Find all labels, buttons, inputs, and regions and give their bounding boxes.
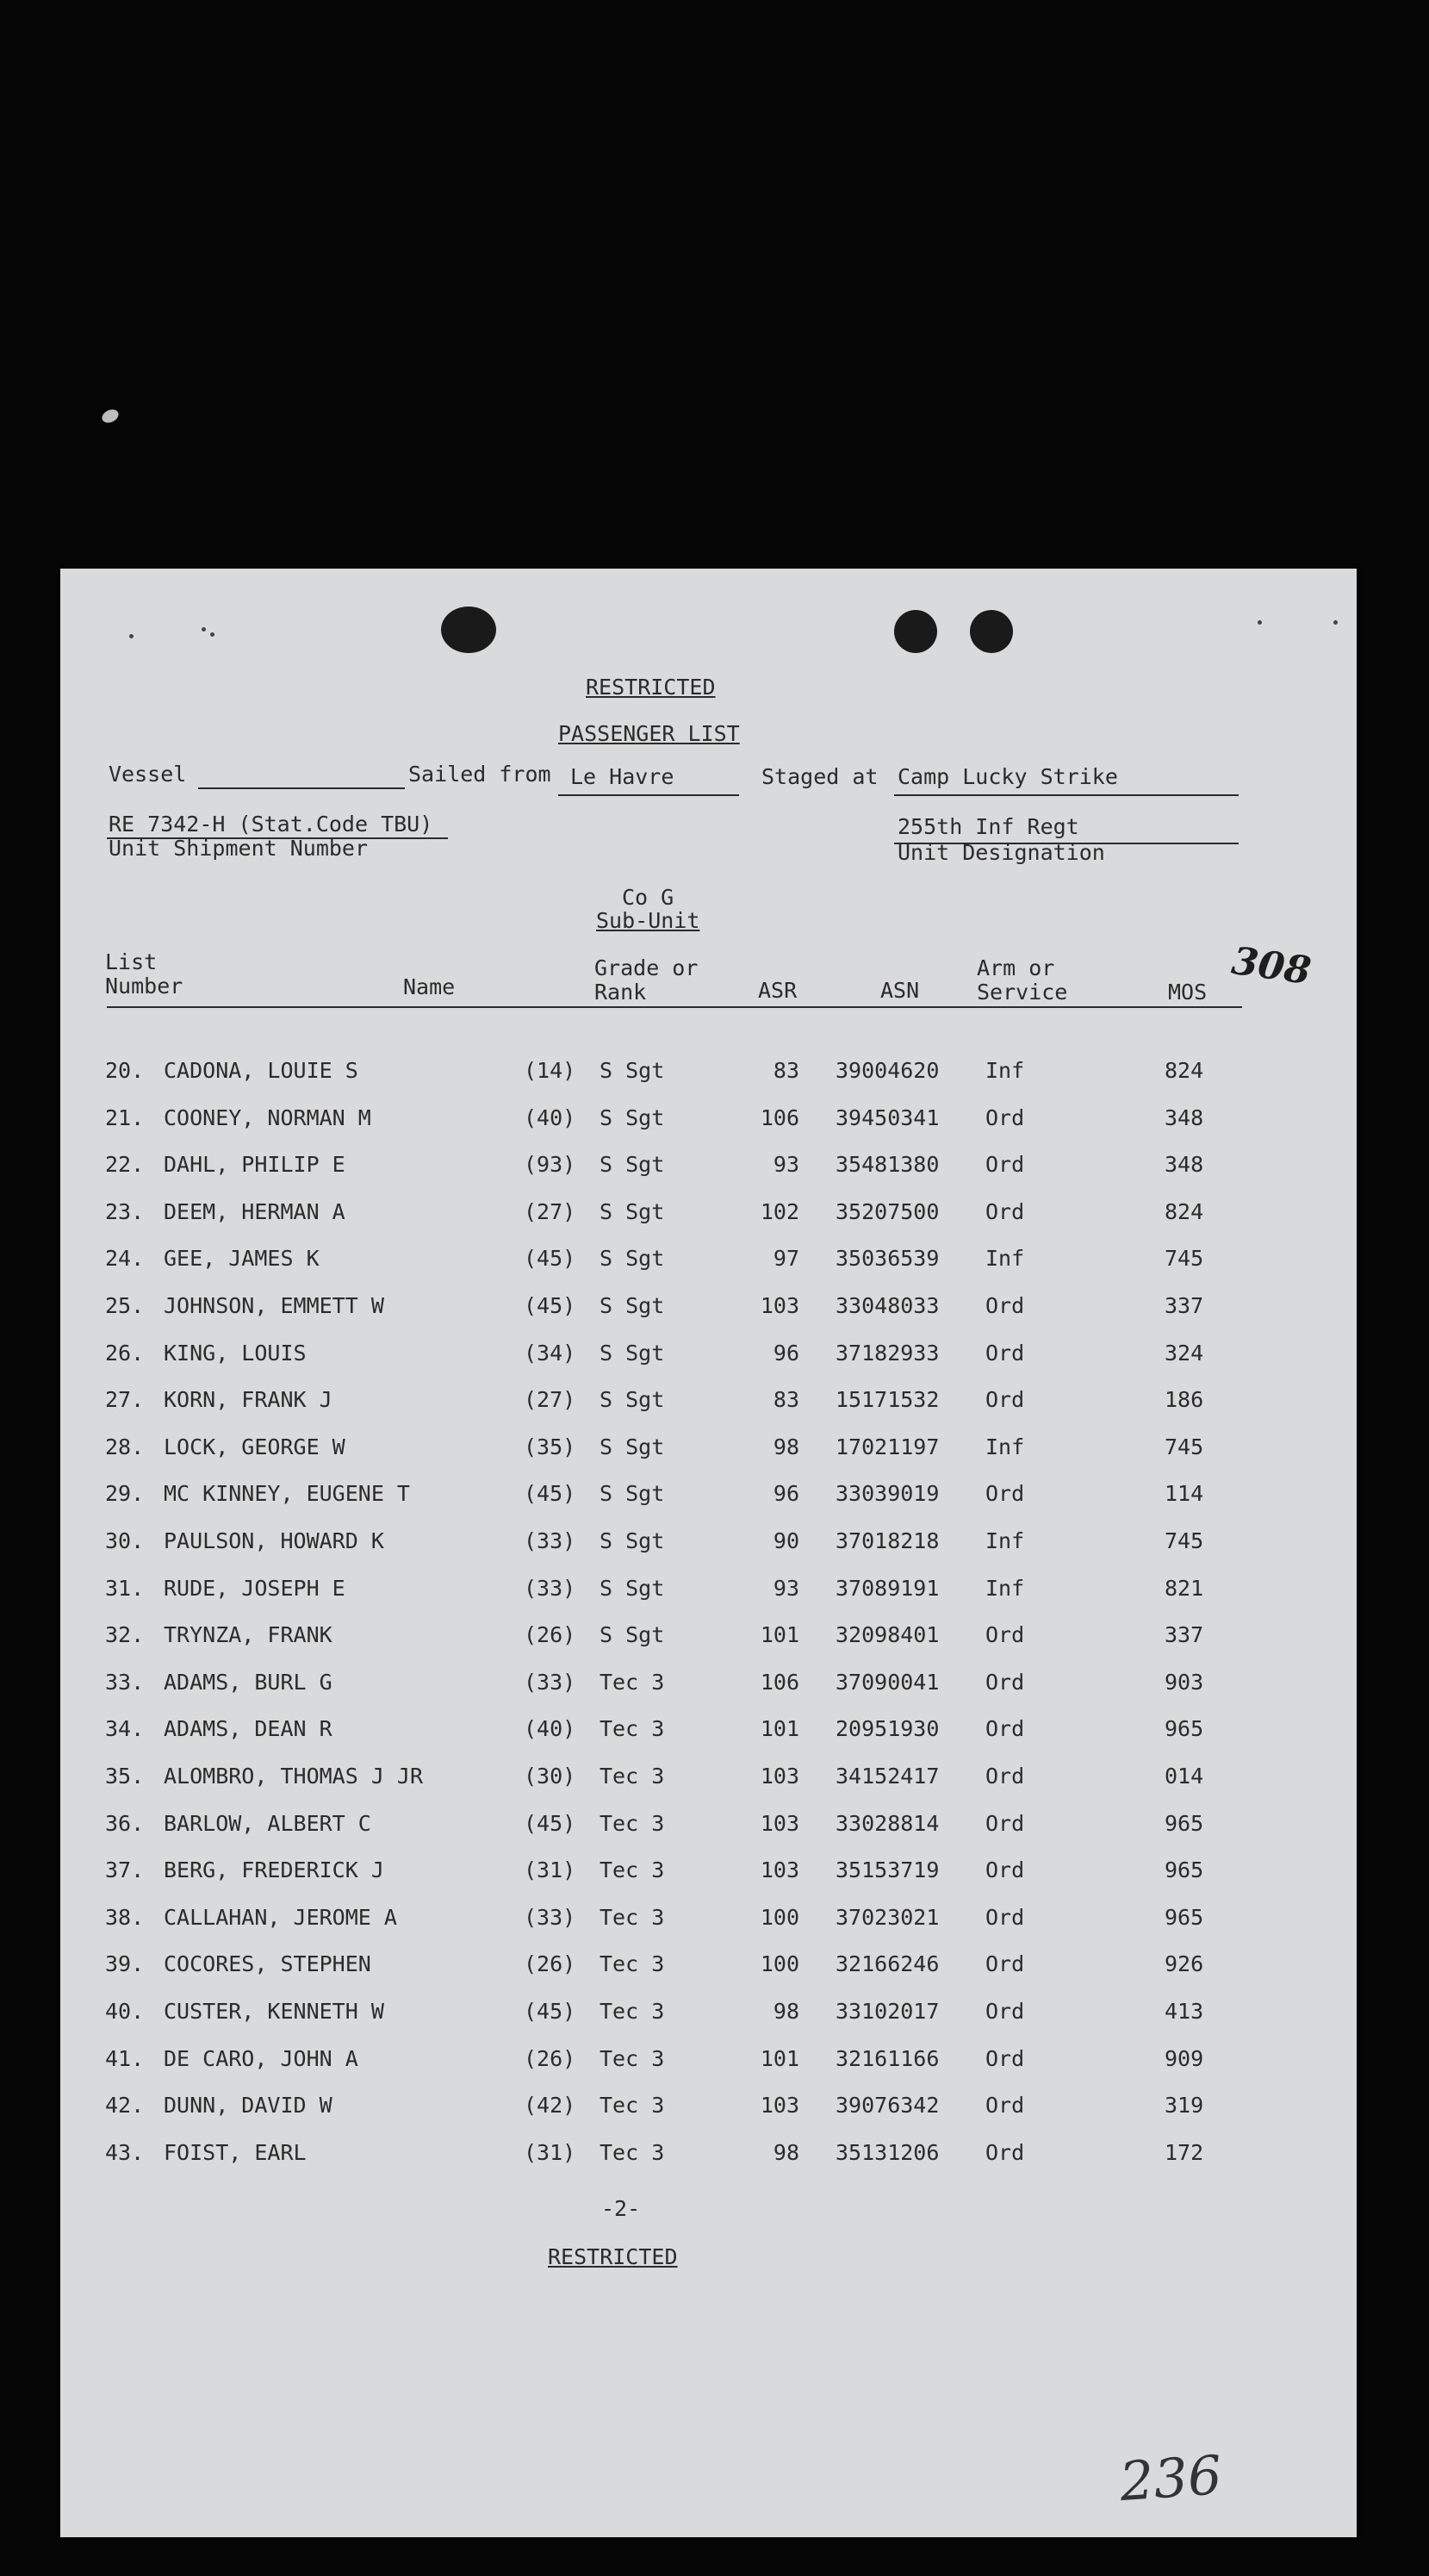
vessel-blank-line bbox=[198, 787, 405, 789]
table-row bbox=[60, 2088, 1357, 2122]
cell-arm: Ord bbox=[985, 1904, 1025, 1930]
cell-code: (45) bbox=[524, 1999, 576, 2024]
cell-asr: 103 bbox=[760, 1764, 799, 1789]
cell-grade: S Sgt bbox=[600, 1481, 665, 1507]
cell-asr: 90 bbox=[773, 1528, 799, 1553]
cell-name: BARLOW, ALBERT C bbox=[164, 1810, 371, 1836]
cell-code: (31) bbox=[524, 1857, 576, 1883]
cell-grade: Tec 3 bbox=[600, 2139, 665, 2165]
cell-arm: Ord bbox=[985, 2139, 1025, 2165]
cell-asr: 106 bbox=[760, 1104, 799, 1130]
cell-grade: Tec 3 bbox=[600, 2045, 665, 2071]
cell-asr: 98 bbox=[773, 1434, 799, 1459]
table-row bbox=[60, 1758, 1357, 1793]
cell-mos: 413 bbox=[1165, 1999, 1204, 2024]
cell-mos: 965 bbox=[1165, 1810, 1204, 1836]
unit-shipment-number-label: Unit Shipment Number bbox=[109, 836, 369, 861]
cell-code: (93) bbox=[524, 1152, 576, 1178]
cell-asr: 83 bbox=[773, 1058, 799, 1083]
cell-num: 24. bbox=[105, 1246, 145, 1272]
cell-arm: Ord bbox=[985, 1669, 1025, 1695]
cell-name: CALLAHAN, JEROME A bbox=[164, 1904, 397, 1930]
cell-arm: Ord bbox=[985, 2045, 1025, 2071]
cell-name: DUNN, DAVID W bbox=[164, 2093, 332, 2119]
cell-arm: Ord bbox=[985, 1293, 1025, 1318]
cell-name: PAULSON, HOWARD K bbox=[164, 1528, 384, 1553]
cell-arm: Ord bbox=[985, 1152, 1025, 1178]
cell-code: (45) bbox=[524, 1246, 576, 1272]
cell-asr: 101 bbox=[760, 2045, 799, 2071]
cell-grade: S Sgt bbox=[600, 1575, 665, 1601]
cell-name: MC KINNEY, EUGENE T bbox=[164, 1481, 410, 1507]
table-row bbox=[60, 1382, 1357, 1416]
cell-mos: 324 bbox=[1165, 1340, 1204, 1366]
cell-code: (33) bbox=[524, 1904, 576, 1930]
cell-num: 27. bbox=[105, 1387, 145, 1413]
column-header-arm-or-service: Arm or Service bbox=[977, 955, 1068, 1005]
cell-code: (33) bbox=[524, 1528, 576, 1553]
cell-mos: 965 bbox=[1165, 1904, 1204, 1930]
staged-at-label: Staged at bbox=[761, 764, 879, 789]
cell-name: ADAMS, DEAN R bbox=[164, 1716, 332, 1742]
cell-code: (27) bbox=[524, 1387, 576, 1413]
cell-num: 34. bbox=[105, 1716, 145, 1742]
punch-hole bbox=[970, 610, 1013, 653]
cell-code: (33) bbox=[524, 1669, 576, 1695]
cell-asr: 101 bbox=[760, 1716, 799, 1742]
cell-arm: Ord bbox=[985, 1481, 1025, 1507]
cell-grade: S Sgt bbox=[600, 1622, 665, 1648]
cell-grade: Tec 3 bbox=[600, 1764, 665, 1789]
cell-arm: Ord bbox=[985, 1622, 1025, 1648]
table-row bbox=[60, 1429, 1357, 1464]
page-number: -2- bbox=[601, 2196, 641, 2221]
cell-asn: 35481380 bbox=[836, 1152, 940, 1178]
cell-num: 32. bbox=[105, 1622, 145, 1648]
cell-name: GEE, JAMES K bbox=[164, 1246, 320, 1272]
staged-at-line bbox=[894, 794, 1239, 796]
cell-arm: Ord bbox=[985, 1764, 1025, 1789]
cell-num: 38. bbox=[105, 1904, 145, 1930]
cell-grade: S Sgt bbox=[600, 1104, 665, 1130]
sailed-from-value: Le Havre bbox=[570, 764, 674, 789]
paper-mark bbox=[129, 634, 134, 638]
cell-grade: Tec 3 bbox=[600, 1951, 665, 1977]
cell-arm: Ord bbox=[985, 1857, 1025, 1883]
sub-unit-value: Co G bbox=[622, 885, 674, 910]
cell-name: KORN, FRANK J bbox=[164, 1387, 332, 1413]
cell-asn: 33048033 bbox=[836, 1293, 940, 1318]
cell-grade: S Sgt bbox=[600, 1152, 665, 1178]
cell-asn: 34152417 bbox=[836, 1764, 940, 1789]
table-row bbox=[60, 1476, 1357, 1510]
cell-code: (45) bbox=[524, 1293, 576, 1318]
staged-at-value: Camp Lucky Strike bbox=[898, 764, 1118, 789]
sailed-from-line bbox=[558, 794, 739, 796]
cell-mos: 348 bbox=[1165, 1104, 1204, 1130]
punch-hole bbox=[894, 610, 937, 653]
cell-asn: 32166246 bbox=[836, 1951, 940, 1977]
cell-name: KING, LOUIS bbox=[164, 1340, 307, 1366]
cell-mos: 745 bbox=[1165, 1528, 1204, 1553]
cell-mos: 014 bbox=[1165, 1764, 1204, 1789]
cell-mos: 348 bbox=[1165, 1152, 1204, 1178]
sub-unit-label: Sub-Unit bbox=[596, 908, 700, 933]
table-row bbox=[60, 1617, 1357, 1652]
cell-grade: S Sgt bbox=[600, 1198, 665, 1224]
cell-asn: 39004620 bbox=[836, 1058, 940, 1083]
classification-top: RESTRICTED bbox=[586, 675, 716, 700]
cell-num: 43. bbox=[105, 2139, 145, 2165]
column-header-asn: ASN bbox=[880, 978, 920, 1003]
cell-asn: 39450341 bbox=[836, 1104, 940, 1130]
cell-asr: 102 bbox=[760, 1198, 799, 1224]
cell-grade: S Sgt bbox=[600, 1058, 665, 1083]
cell-name: JOHNSON, EMMETT W bbox=[164, 1293, 384, 1318]
paper-mark bbox=[210, 632, 214, 637]
cell-name: CADONA, LOUIE S bbox=[164, 1058, 358, 1083]
cell-code: (40) bbox=[524, 1716, 576, 1742]
cell-mos: 172 bbox=[1165, 2139, 1204, 2165]
sailed-from-label: Sailed from bbox=[408, 762, 551, 787]
cell-num: 20. bbox=[105, 1058, 145, 1083]
cell-code: (42) bbox=[524, 2093, 576, 2119]
table-row bbox=[60, 1806, 1357, 1840]
table-row bbox=[60, 1852, 1357, 1887]
table-row bbox=[60, 1288, 1357, 1322]
column-header-list-number: List Number bbox=[105, 949, 183, 999]
cell-mos: 903 bbox=[1165, 1669, 1204, 1695]
cell-asr: 103 bbox=[760, 1857, 799, 1883]
cell-grade: Tec 3 bbox=[600, 1999, 665, 2024]
column-header-mos: MOS bbox=[1168, 980, 1208, 1005]
column-header-asr: ASR bbox=[758, 978, 798, 1003]
cell-num: 29. bbox=[105, 1481, 145, 1507]
cell-mos: 319 bbox=[1165, 2093, 1204, 2119]
cell-mos: 965 bbox=[1165, 1857, 1204, 1883]
cell-arm: Inf bbox=[985, 1528, 1025, 1553]
paper-mark bbox=[202, 627, 206, 632]
unit-designation-value: 255th Inf Regt bbox=[898, 814, 1079, 839]
cell-arm: Ord bbox=[985, 1716, 1025, 1742]
cell-name: CUSTER, KENNETH W bbox=[164, 1999, 384, 2024]
cell-arm: Inf bbox=[985, 1575, 1025, 1601]
cell-name: LOCK, GEORGE W bbox=[164, 1434, 345, 1459]
cell-asr: 96 bbox=[773, 1481, 799, 1507]
table-row bbox=[60, 1523, 1357, 1558]
cell-code: (26) bbox=[524, 2045, 576, 2071]
cell-code: (34) bbox=[524, 1340, 576, 1366]
unit-designation-label: Unit Designation bbox=[898, 840, 1105, 865]
cell-name: ALOMBRO, THOMAS J JR bbox=[164, 1764, 424, 1789]
cell-asr: 98 bbox=[773, 1999, 799, 2024]
cell-asn: 37090041 bbox=[836, 1669, 940, 1695]
cell-asn: 15171532 bbox=[836, 1387, 940, 1413]
table-row bbox=[60, 1946, 1357, 1981]
cell-mos: 909 bbox=[1165, 2045, 1204, 2071]
cell-asn: 35153719 bbox=[836, 1857, 940, 1883]
cell-mos: 965 bbox=[1165, 1716, 1204, 1742]
unit-shipment-number-value: RE 7342-H (Stat.Code TBU) bbox=[109, 812, 433, 837]
cell-asn: 37018218 bbox=[836, 1528, 940, 1553]
cell-asn: 20951930 bbox=[836, 1716, 940, 1742]
table-row bbox=[60, 1900, 1357, 1934]
cell-num: 26. bbox=[105, 1340, 145, 1366]
cell-num: 33. bbox=[105, 1669, 145, 1695]
cell-asn: 35036539 bbox=[836, 1246, 940, 1272]
cell-num: 28. bbox=[105, 1434, 145, 1459]
cell-asr: 100 bbox=[760, 1951, 799, 1977]
cell-asr: 93 bbox=[773, 1575, 799, 1601]
cell-code: (35) bbox=[524, 1434, 576, 1459]
cell-code: (26) bbox=[524, 1622, 576, 1648]
header-rule bbox=[107, 1006, 1242, 1008]
cell-asr: 98 bbox=[773, 2139, 799, 2165]
cell-mos: 337 bbox=[1165, 1622, 1204, 1648]
cell-asn: 33028814 bbox=[836, 1810, 940, 1836]
cell-mos: 745 bbox=[1165, 1434, 1204, 1459]
table-row bbox=[60, 2041, 1357, 2075]
cell-code: (45) bbox=[524, 1481, 576, 1507]
cell-asn: 32161166 bbox=[836, 2045, 940, 2071]
cell-num: 25. bbox=[105, 1293, 145, 1318]
cell-grade: S Sgt bbox=[600, 1528, 665, 1553]
cell-name: BERG, FREDERICK J bbox=[164, 1857, 384, 1883]
cell-num: 21. bbox=[105, 1104, 145, 1130]
film-speck bbox=[100, 407, 121, 425]
cell-mos: 745 bbox=[1165, 1246, 1204, 1272]
cell-asr: 93 bbox=[773, 1152, 799, 1178]
cell-grade: Tec 3 bbox=[600, 1669, 665, 1695]
cell-asr: 100 bbox=[760, 1904, 799, 1930]
cell-asr: 96 bbox=[773, 1340, 799, 1366]
cell-asn: 37023021 bbox=[836, 1904, 940, 1930]
cell-asn: 37089191 bbox=[836, 1575, 940, 1601]
cell-num: 39. bbox=[105, 1951, 145, 1977]
cell-grade: S Sgt bbox=[600, 1434, 665, 1459]
handwritten-page-number: 236 bbox=[1117, 2442, 1224, 2514]
cell-num: 41. bbox=[105, 2045, 145, 2071]
cell-arm: Inf bbox=[985, 1058, 1025, 1083]
cell-arm: Ord bbox=[985, 1198, 1025, 1224]
cell-arm: Ord bbox=[985, 1387, 1025, 1413]
table-row bbox=[60, 1571, 1357, 1605]
cell-grade: Tec 3 bbox=[600, 1857, 665, 1883]
cell-asn: 35207500 bbox=[836, 1198, 940, 1224]
cell-num: 36. bbox=[105, 1810, 145, 1836]
cell-name: FOIST, EARL bbox=[164, 2139, 307, 2165]
table-row bbox=[60, 1664, 1357, 1699]
table-row bbox=[60, 1994, 1357, 2028]
cell-asr: 106 bbox=[760, 1669, 799, 1695]
cell-code: (14) bbox=[524, 1058, 576, 1083]
cell-arm: Ord bbox=[985, 1951, 1025, 1977]
cell-name: COONEY, NORMAN M bbox=[164, 1104, 371, 1130]
cell-mos: 926 bbox=[1165, 1951, 1204, 1977]
cell-asr: 103 bbox=[760, 1810, 799, 1836]
cell-arm: Ord bbox=[985, 1810, 1025, 1836]
table-row bbox=[60, 1194, 1357, 1229]
cell-mos: 824 bbox=[1165, 1058, 1204, 1083]
cell-arm: Ord bbox=[985, 1340, 1025, 1366]
cell-num: 42. bbox=[105, 2093, 145, 2119]
cell-name: COCORES, STEPHEN bbox=[164, 1951, 371, 1977]
cell-asn: 32098401 bbox=[836, 1622, 940, 1648]
cell-asr: 101 bbox=[760, 1622, 799, 1648]
cell-arm: Inf bbox=[985, 1246, 1025, 1272]
document-title: PASSENGER LIST bbox=[558, 721, 740, 746]
cell-arm: Ord bbox=[985, 1999, 1025, 2024]
paper-mark bbox=[1258, 620, 1262, 625]
cell-asr: 103 bbox=[760, 2093, 799, 2119]
cell-num: 40. bbox=[105, 1999, 145, 2024]
table-row bbox=[60, 1335, 1357, 1370]
cell-code: (33) bbox=[524, 1575, 576, 1601]
cell-grade: Tec 3 bbox=[600, 1810, 665, 1836]
cell-num: 31. bbox=[105, 1575, 145, 1601]
cell-num: 35. bbox=[105, 1764, 145, 1789]
cell-asn: 39076342 bbox=[836, 2093, 940, 2119]
cell-num: 23. bbox=[105, 1198, 145, 1224]
table-row bbox=[60, 1053, 1357, 1087]
cell-asr: 103 bbox=[760, 1293, 799, 1318]
cell-num: 30. bbox=[105, 1528, 145, 1553]
cell-num: 22. bbox=[105, 1152, 145, 1178]
cell-grade: Tec 3 bbox=[600, 2093, 665, 2119]
table-row bbox=[60, 1147, 1357, 1181]
cell-code: (30) bbox=[524, 1764, 576, 1789]
cell-arm: Inf bbox=[985, 1434, 1025, 1459]
cell-mos: 821 bbox=[1165, 1575, 1204, 1601]
table-row bbox=[60, 2135, 1357, 2169]
cell-arm: Ord bbox=[985, 2093, 1025, 2119]
cell-asn: 33039019 bbox=[836, 1481, 940, 1507]
cell-name: DE CARO, JOHN A bbox=[164, 2045, 358, 2071]
table-row bbox=[60, 1711, 1357, 1745]
cell-grade: S Sgt bbox=[600, 1340, 665, 1366]
cell-code: (45) bbox=[524, 1810, 576, 1836]
document-page bbox=[60, 569, 1357, 2537]
cell-asn: 35131206 bbox=[836, 2139, 940, 2165]
paper-mark bbox=[1333, 620, 1338, 625]
cell-asn: 37182933 bbox=[836, 1340, 940, 1366]
cell-asr: 83 bbox=[773, 1387, 799, 1413]
cell-code: (31) bbox=[524, 2139, 576, 2165]
cell-name: RUDE, JOSEPH E bbox=[164, 1575, 345, 1601]
cell-name: TRYNZA, FRANK bbox=[164, 1622, 332, 1648]
cell-grade: S Sgt bbox=[600, 1246, 665, 1272]
table-row bbox=[60, 1100, 1357, 1135]
cell-code: (40) bbox=[524, 1104, 576, 1130]
cell-name: ADAMS, BURL G bbox=[164, 1669, 332, 1695]
punch-hole bbox=[441, 607, 496, 653]
cell-num: 37. bbox=[105, 1857, 145, 1883]
cell-name: DEEM, HERMAN A bbox=[164, 1198, 345, 1224]
vessel-label: Vessel bbox=[109, 762, 187, 787]
cell-asn: 17021197 bbox=[836, 1434, 940, 1459]
column-header-grade: Grade or Rank bbox=[594, 955, 699, 1005]
cell-mos: 114 bbox=[1165, 1481, 1204, 1507]
column-header-name: Name bbox=[403, 974, 456, 999]
cell-name: DAHL, PHILIP E bbox=[164, 1152, 345, 1178]
cell-grade: S Sgt bbox=[600, 1293, 665, 1318]
cell-asn: 33102017 bbox=[836, 1999, 940, 2024]
table-row bbox=[60, 1241, 1357, 1275]
page-stamp: 308 bbox=[1228, 938, 1314, 994]
cell-mos: 337 bbox=[1165, 1293, 1204, 1318]
cell-asr: 97 bbox=[773, 1246, 799, 1272]
cell-grade: Tec 3 bbox=[600, 1716, 665, 1742]
cell-code: (26) bbox=[524, 1951, 576, 1977]
cell-grade: Tec 3 bbox=[600, 1904, 665, 1930]
cell-code: (27) bbox=[524, 1198, 576, 1224]
cell-arm: Ord bbox=[985, 1104, 1025, 1130]
cell-mos: 186 bbox=[1165, 1387, 1204, 1413]
cell-grade: S Sgt bbox=[600, 1387, 665, 1413]
classification-bottom: RESTRICTED bbox=[548, 2244, 678, 2269]
cell-mos: 824 bbox=[1165, 1198, 1204, 1224]
